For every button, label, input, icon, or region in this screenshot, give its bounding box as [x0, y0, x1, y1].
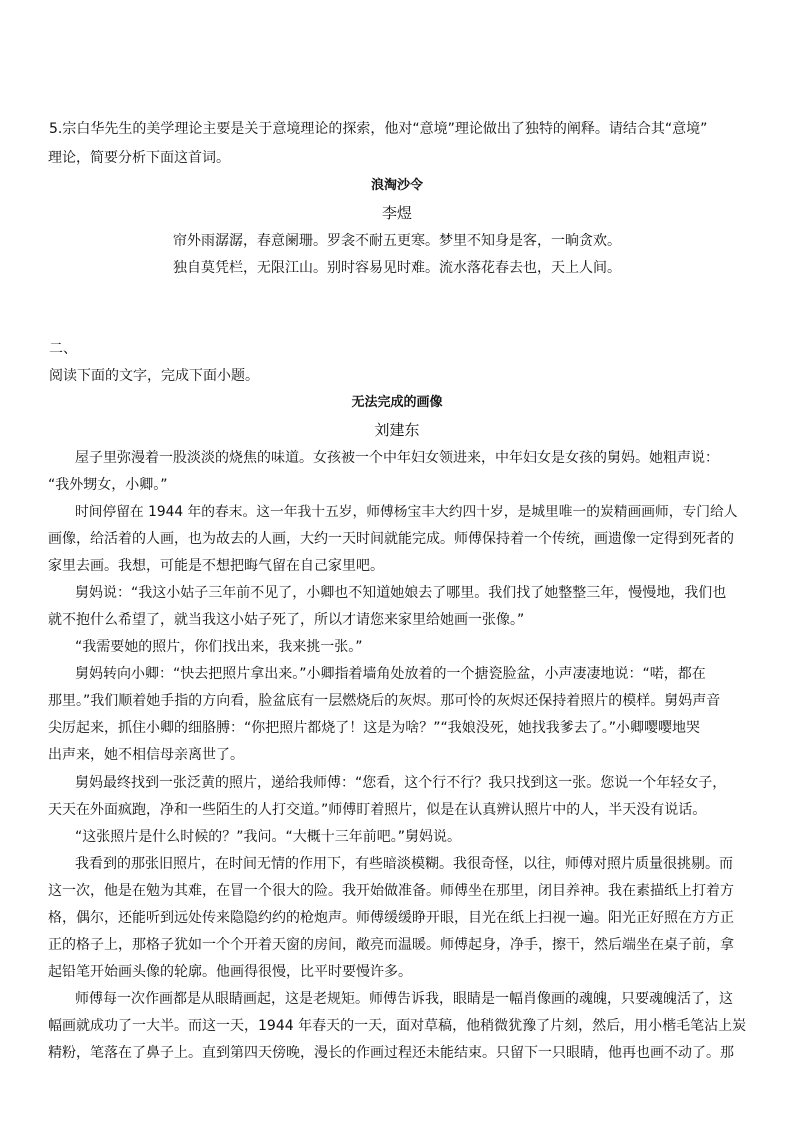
story-line: “我需要她的照片，你们找出来，我来挑一张。”	[75, 639, 363, 655]
question-5-line-1: 5.宗白华先生的美学理论主要是关于意境理论的探索，他对“意境”理论做出了独特的阐释。请结合其“意境”	[49, 121, 708, 137]
story-line: 正的格子上，那格子犹如一个个开着天窗的房间，敞亮而温暖。师傅起身，净手，擦干，然后端坐在桌子前，拿	[48, 937, 734, 953]
story-line: 精粉，笔落在了鼻子上。直到第四天傍晚，漫长的作画过程还未能结束。只留下一只眼睛，他再也画不动了。那	[48, 1045, 734, 1061]
story-line: 画像，给活着的人画，也为故去的人画，大约一天时间就能完成。师傅保持着一个传统，画遗像一定得到死者的	[48, 531, 734, 547]
story-line: 舅妈转向小卿：“快去把照片拿出来。”小卿指着墙角处放着的一个搪瓷脸盆，小声凄凄地说：“喏，都在	[75, 666, 706, 682]
story-line: 舅妈最终找到一张泛黄的照片，递给我师傅：“您看，这个行不行？我只找到这一张。您说一个年轻女子，	[75, 775, 727, 791]
poem-line: 独自莫凭栏，无限江山。别时容易见时难。流水落花春去也，天上人间。	[173, 260, 621, 276]
story-line: 格，偶尔，还能听到远处传来隐隐约约的枪炮声。师傅缓缓睁开眼，目光在纸上扫视一遍。阳光正好照在方方正	[48, 910, 734, 926]
story-author: 刘建东	[374, 421, 420, 439]
section-instruction: 阅读下面的文字，完成下面小题。	[49, 368, 259, 384]
poem-author: 李煜	[381, 204, 412, 222]
section-number: 二、	[49, 341, 77, 357]
story-line: 这一次，他是在勉为其难，在冒一个很大的险。我开始做准备。师傅坐在那里，闭目养神。我在素描纸上打着方	[48, 883, 734, 899]
story-line: 舅妈说：“我这小姑子三年前不见了，小卿也不知道她娘去了哪里。我们找了她整整三年，慢慢地，我们也	[75, 585, 727, 601]
story-title: 无法完成的画像	[351, 395, 443, 410]
story-line: 出声来，她不相信母亲离世了。	[48, 747, 244, 763]
question-5-line-2: 理论，简要分析下面这首词。	[48, 150, 230, 166]
poem-title: 浪淘沙令	[370, 178, 423, 193]
story-line: 尖厉起来，抓住小卿的细胳膊：“你把照片都烧了！这是为啥？”“我娘没死，她找我爹去了。”小卿嘤嘤地哭	[48, 720, 701, 736]
story-line: “这张照片是什么时候的？”我问。“大概十三年前吧。”舅妈说。	[75, 829, 462, 845]
story-line: 家里去画。我想，可能是不想把晦气留在自己家里吧。	[48, 558, 384, 574]
story-line: 我看到的那张旧照片，在时间无情的作用下，有些暗淡模糊。我很奇怪，以往，师傅对照片质量很挑剔。而	[75, 856, 733, 872]
story-line: 天天在外面疯跑，净和一些陌生的人打交道。”师傅盯着照片，似是在认真辨认照片中的人，半天没有说话。	[48, 802, 707, 818]
story-line: 师傅每一次作画都是从眼睛画起，这是老规矩。师傅告诉我，眼睛是一幅肖像画的魂魄，只要魂魄活了，这	[75, 991, 733, 1007]
story-line: 那里。”我们顺着她手指的方向看，脸盆底有一层燃烧后的灰烬。那可怜的灰烬还保持着照片的模样。舅妈声音	[48, 693, 721, 709]
story-line: “我外甥女，小卿。”	[48, 477, 168, 493]
story-line: 屋子里弥漫着一股淡淡的烧焦的味道。女孩被一个中年妇女领进来，中年妇女是女孩的舅妈。她粗声说：	[75, 450, 719, 466]
story-line: 起铅笔开始画头像的轮廓。他画得很慢，比平时要慢许多。	[48, 964, 412, 980]
story-line: 就不抱什么希望了，就当我这小姑子死了，所以才请您来家里给她画一张像。”	[48, 612, 525, 628]
story-line: 时间停留在 1944 年的春末。这一年我十五岁，师傅杨宝丰大约四十岁，是城里唯一的炭精画画师，专门给人	[75, 504, 738, 520]
poem-line: 帘外雨潺潺，春意阑珊。罗衾不耐五更寒。梦里不知身是客，一晌贪欢。	[173, 233, 621, 249]
story-line: 幅画就成功了一大半。而这一天，1944 年春天的一天，面对草稿，他稍微犹豫了片刻，然后，用小楷毛笔沾上炭	[48, 1018, 747, 1034]
